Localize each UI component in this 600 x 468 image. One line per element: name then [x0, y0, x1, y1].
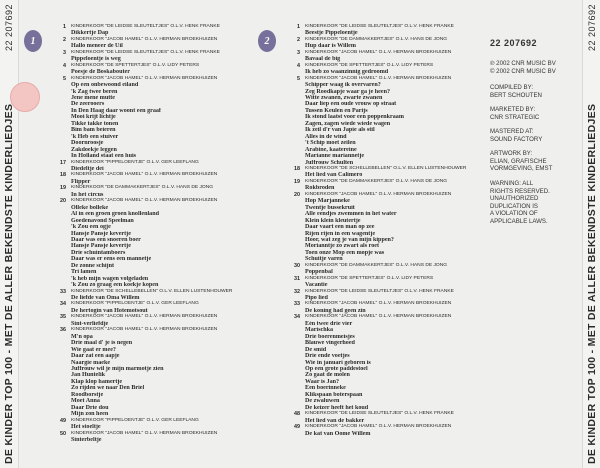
track-title: De zwaluwen: [305, 398, 340, 405]
track-body: [71, 160, 250, 173]
track-title: De kat van Oome Willem: [305, 430, 371, 437]
track-number: 5: [297, 75, 300, 82]
track-title: Twentje bussekruit: [305, 204, 355, 211]
track-number: 18: [294, 165, 300, 172]
track-body: [305, 179, 484, 192]
track-performer: KINDERKOOR "JACOB HAMEL" O.L.V. HERMAN BROEKHUIZEN: [305, 301, 452, 307]
disc-2-badge: [258, 30, 276, 52]
track-entry: [46, 24, 250, 37]
right-spine-text: [586, 4, 598, 464]
track-entry: [46, 314, 250, 327]
track-body: [305, 263, 484, 276]
track-performer: KINDERKOOR "DE DAMMAKKERTJES" O.L.V. HANS DE JONG: [71, 185, 214, 191]
track-performer: KINDERKOOR "PIPPELOENTJE" O.L.V. GER LEEFLANG: [71, 417, 199, 423]
track-body: [71, 431, 250, 444]
disc-2-label: 2: [264, 35, 270, 47]
track-title: Dikkertje Dap: [71, 30, 109, 37]
track-title: Alles in de wind: [305, 133, 347, 140]
track-number: 4: [297, 62, 300, 69]
track-body: [305, 276, 484, 289]
spine-catalog-right: 22 207692: [587, 4, 597, 52]
track-entry: [46, 327, 250, 417]
track-title: 'k heb mijn wagen volgeladen: [71, 275, 149, 282]
artwork-block: [490, 150, 578, 173]
track-body: [305, 424, 484, 437]
track-title: 't Schip moet zeilen: [305, 140, 356, 147]
marketed-block: [490, 106, 578, 121]
warning-line-1: WARNING: ALL: [490, 180, 534, 187]
track-entry: [46, 301, 250, 314]
track-entry: [46, 289, 250, 302]
track-title: Poesje de Boskabouter: [71, 69, 130, 76]
track-title: Doornroosje: [71, 140, 104, 147]
track-title: Klikspaan boterspaan: [305, 391, 363, 398]
track-body: [305, 314, 484, 411]
track-title: Naargie maeke: [71, 359, 111, 366]
compiled-value: BERT SCHOUTEN: [490, 91, 542, 99]
track-title: Zo gaat de molen: [305, 372, 350, 379]
track-title: Roodborstje: [71, 391, 104, 398]
copyright-block: [490, 60, 578, 75]
track-title: De hertogin van Hotemotsout: [71, 307, 148, 314]
track-performer: KINDERKOOR "JACOB HAMEL" O.L.V. HERMAN BROEKHUIZEN: [71, 314, 218, 320]
track-performer: KINDERKOOR "JACOB HAMEL" O.L.V. HERMAN BROEKHUIZEN: [71, 327, 218, 333]
track-title: Diedeltje dei: [71, 165, 104, 172]
marketed-label: MARKETED BY:: [490, 106, 536, 113]
track-performer: KINDERKOOR "DE SCHELLEBELLEN" O.L.V. ELLEN LUSTENHOUWER: [71, 288, 233, 294]
track-title: Rokbroden: [305, 185, 335, 192]
track-number: 5: [63, 75, 66, 82]
track-performer: KINDERKOOR "JACOB HAMEL" O.L.V. HERMAN BROEKHUIZEN: [305, 49, 452, 55]
track-title: Het lied van de bakker: [305, 417, 365, 424]
artwork-value-1: ELIAN, GRAFISCHE: [490, 157, 547, 165]
track-title: Mooi krijt lichtje: [71, 114, 116, 121]
track-performer: KINDERKOOR "JACOB HAMEL" O.L.V. HERMAN BROEKHUIZEN: [71, 198, 218, 204]
track-performer: KINDERKOOR "JACOB HAMEL" O.L.V. HERMAN BROEKHUIZEN: [71, 172, 218, 178]
track-title: Ik stond laatst voor een poppenkraam: [305, 114, 404, 121]
track-performer: KINDERKOOR "DE LEIDSE SLEUTELTJES" O.L.V. HENK FRANKE: [305, 411, 454, 417]
track-title: De zeerooers: [71, 101, 105, 108]
spine-title-right: DE KINDER TOP 100 - MET DE ALLER BEKENDSTE KINDERLIEDJES: [586, 103, 598, 464]
track-title: Schipper waag ik overvaren?: [305, 82, 381, 89]
track-body: [71, 24, 250, 37]
track-title: Wie in januari geboren is: [305, 359, 371, 366]
track-title: Pipo lied: [305, 295, 328, 302]
right-spine: [582, 0, 600, 468]
track-number: 34: [294, 314, 300, 321]
track-number: 33: [294, 301, 300, 308]
mastered-label: MASTERED AT:: [490, 128, 534, 135]
track-body: [71, 172, 250, 185]
track-number: 18: [60, 172, 66, 179]
track-body: [305, 76, 484, 166]
track-title: Marianne mariannetje: [305, 153, 365, 160]
track-performer: KINDERKOOR "DE LEIDSE SLEUTELTJES" O.L.V. HENK FRANKE: [305, 24, 454, 29]
track-entry: [280, 37, 484, 50]
track-entry: [280, 63, 484, 76]
warning-line-6: APPLICABLE LAWS.: [490, 217, 548, 225]
disc-2-column: [258, 0, 484, 468]
track-entry: [280, 276, 484, 289]
track-entry: [46, 63, 250, 76]
track-title: Daar liep een oude vrouw op straat: [305, 101, 397, 108]
track-title: Hallo meneer de Uil: [71, 43, 123, 50]
track-number: 50: [60, 430, 66, 437]
track-body: [305, 63, 484, 76]
track-title: Vacantie: [305, 282, 328, 289]
track-number: 2: [297, 36, 300, 43]
track-title: Toen onze Mop een mopje was: [305, 249, 385, 256]
track-entry: [280, 424, 484, 437]
track-title: Klein klein kleutertje: [305, 217, 361, 224]
track-number: 34: [60, 301, 66, 308]
track-entry: [280, 263, 484, 276]
track-body: [305, 411, 484, 424]
track-number: 49: [60, 417, 66, 424]
track-performer: KINDERKOOR "JACOB HAMEL" O.L.V. HERMAN BROEKHUIZEN: [71, 36, 218, 42]
track-title: M'n opa: [71, 333, 93, 340]
track-number: 4: [63, 62, 66, 69]
track-title: Alle eendjes zwemmen in het water: [305, 211, 397, 218]
track-title: Op een onbewoond eiland: [71, 82, 139, 89]
track-title: Drie ende voetjes: [305, 353, 350, 360]
track-title: Morianntje zo zwart als roet: [305, 243, 380, 250]
track-body: [305, 166, 484, 179]
track-title: 'k Zag twee beren: [71, 88, 118, 95]
track-title: Hoor, wat zeg je van mijn kippen?: [305, 236, 394, 243]
warning-line-3: UNAUTHORIZED: [490, 195, 539, 202]
track-body: [305, 301, 484, 314]
track-title: Daar was er eens een mannetje: [71, 256, 152, 263]
track-number: 17: [60, 159, 66, 166]
track-title: Blauwe vingerhoed: [305, 340, 355, 347]
track-title: Wie gaat er mee?: [71, 346, 116, 353]
track-body: [305, 50, 484, 63]
disc-1-column: [24, 0, 250, 468]
track-entry: [46, 198, 250, 288]
track-entry: [46, 160, 250, 173]
track-body: [305, 37, 484, 50]
track-number: 19: [294, 178, 300, 185]
track-title: Daar vaart een man op zee: [305, 224, 375, 231]
track-performer: KINDERKOOR "DE DAMMAKKERTJES" O.L.V. HANS DE JONG: [305, 178, 448, 184]
track-title: Bavaal de big: [305, 56, 341, 63]
track-performer: KINDERKOOR "JACOB HAMEL" O.L.V. HERMAN BROEKHUIZEN: [305, 75, 452, 81]
track-title: Zeg Roodkapje waar ga je heen?: [305, 88, 391, 95]
track-performer: KINDERKOOR "DE SPETTERTJES" O.L.V. LIDY PETERS: [305, 275, 434, 281]
compiled-block: [490, 84, 578, 99]
track-entry: [280, 50, 484, 63]
track-entry: [280, 301, 484, 314]
track-entry: [46, 418, 250, 431]
track-title: Hansje Pansje kevertje: [71, 243, 131, 250]
track-title: 'k Zou een ogje: [71, 224, 111, 231]
track-entry: [46, 76, 250, 160]
track-performer: KINDERKOOR "PIPPELOENTJE" O.L.V. GER LEEFLANG: [71, 159, 199, 165]
track-title: Witte zwanen, zwarte zwanen: [305, 94, 383, 101]
track-body: [305, 289, 484, 302]
track-entry: [280, 289, 484, 302]
track-title: Drie schuintamboers: [71, 249, 126, 256]
track-title: Klap klop hamertje: [71, 378, 123, 385]
credits-column: [490, 0, 580, 468]
artwork-value-2: VORMGEVING, EMST: [490, 165, 553, 172]
track-body: [71, 63, 250, 76]
track-body: [305, 24, 484, 37]
track-number: 1: [297, 24, 300, 30]
track-performer: KINDERKOOR "DE LEIDSE SLEUTELTJES" O.L.V. HENK FRANKE: [71, 24, 220, 29]
track-body: [71, 314, 250, 327]
track-entry: [280, 314, 484, 411]
track-body: [71, 289, 250, 302]
track-title: Pippeloentje is weg: [71, 56, 121, 63]
compiled-label: COMPILED BY:: [490, 84, 534, 91]
track-number: 19: [60, 185, 66, 192]
track-title: Arabine, kaatereine: [305, 146, 357, 153]
disc-1-tracklist: [46, 24, 250, 443]
track-title: Zakdoekje leggen: [71, 146, 117, 153]
warning-line-4: DUPLICATION IS: [490, 202, 538, 210]
track-number: 30: [294, 262, 300, 269]
warning-line-5: A VIOLATION OF: [490, 210, 538, 217]
track-title: Daar Drie dou: [71, 404, 109, 411]
track-title: In Den Haag daar woont een graaf: [71, 107, 161, 114]
track-title: Olleke bolleke: [71, 204, 109, 211]
disc-1-label: 1: [30, 35, 36, 47]
track-title: Rijen rijen in een wagentje: [305, 230, 376, 237]
track-body: [305, 192, 484, 263]
artwork-label: ARTWORK BY:: [490, 150, 533, 157]
track-title: Zo rijden we naar Den Briel: [71, 385, 145, 392]
track-title: Poppenbal: [305, 269, 333, 276]
track-title: Het stoeltje: [71, 424, 101, 431]
track-performer: KINDERKOOR "DE SCHELLEBELLEN" O.L.V. ELLEN LUSTENHOUWER: [305, 165, 467, 171]
track-title: Flipper: [71, 178, 91, 185]
track-title: Goedenavond Speelman: [71, 217, 134, 224]
track-body: [71, 327, 250, 417]
track-body: [71, 185, 250, 198]
track-entry: [46, 431, 250, 444]
track-title: De koning had geen zin: [305, 307, 366, 314]
track-body: [71, 50, 250, 63]
track-title: Marischka: [305, 327, 334, 334]
left-spine: [0, 0, 19, 468]
track-title: De liefde van Oma Willem: [71, 295, 140, 302]
track-performer: KINDERKOOR "DE DAMMAKKERTJES" O.L.V. HANS DE JONG: [305, 36, 448, 42]
track-entry: [280, 76, 484, 166]
track-title: De zonne schijnt: [71, 262, 114, 269]
track-title: Tussen Keulen en Parijs: [305, 107, 368, 114]
track-number: 35: [60, 314, 66, 321]
track-title: Sinterbeltje: [71, 437, 102, 443]
track-entry: [280, 166, 484, 179]
track-title: Mijn zon heen: [71, 411, 109, 418]
track-performer: KINDERKOOR "DE DAMMAKKERTJES" O.L.V. HANS DE JONG: [305, 262, 448, 268]
track-title: Bim bam beieren: [71, 127, 116, 134]
spine-title: DE KINDER TOP 100 - MET DE ALLER BEKENDSTE KINDERLIEDJES: [3, 103, 15, 464]
track-entry: [280, 411, 484, 424]
track-number: 48: [294, 411, 300, 418]
track-body: [71, 76, 250, 160]
track-title: In het circus: [71, 191, 104, 198]
spine-catalog: 22 207692: [4, 4, 14, 52]
copyright-notice: © 2002 CNR MUSIC BV: [490, 67, 556, 75]
track-number: 3: [297, 49, 300, 56]
track-title: Zagen, zagen wiede wiede wagen: [305, 120, 391, 127]
track-number: 32: [294, 288, 300, 295]
track-number: 20: [60, 198, 66, 205]
track-title: Ik heb zo waanzinnig gedroomd: [305, 69, 389, 76]
disc-2-tracklist: [280, 24, 484, 437]
track-number: 49: [294, 424, 300, 431]
track-entry: [280, 24, 484, 37]
track-title: Eén twee drie vier: [305, 320, 353, 327]
track-entry: [46, 185, 250, 198]
track-body: [71, 301, 250, 314]
track-title: In Holland staat een huis: [71, 153, 137, 160]
track-title: Drie boerenmeisjes: [305, 333, 355, 340]
phonographic-copyright: ℗ 2002 CNR MUSIC BV: [490, 60, 556, 67]
track-body: [71, 37, 250, 50]
track-title: Waar is Jan?: [305, 378, 340, 385]
track-title: Beestje Pippeloentje: [305, 30, 358, 37]
track-title: Tikke takke tonen: [71, 120, 119, 127]
left-spine-text: [3, 4, 15, 464]
track-entry: [46, 50, 250, 63]
track-title: Drie maal d' je is negen: [71, 340, 133, 347]
track-title: Hop Marjanneke: [305, 198, 350, 205]
warning-line-2: RIGHTS RESERVED.: [490, 187, 550, 195]
track-performer: KINDERKOOR "JACOB HAMEL" O.L.V. HERMAN BROEKHUIZEN: [71, 430, 218, 436]
track-title: 'k Zou zo graag een koekje kopen: [71, 282, 159, 289]
track-title: Daar was een snoeren boer: [71, 236, 141, 243]
marketed-value: CNR STRATEGIC: [490, 113, 540, 121]
track-title: 'k Heb een stuiver: [71, 133, 119, 140]
track-entry: [280, 192, 484, 263]
track-performer: KINDERKOOR "PIPPELOENTJE" O.L.V. GER LEEFLANG: [71, 301, 199, 307]
track-entry: [46, 37, 250, 50]
mastered-block: [490, 128, 578, 143]
track-performer: KINDERKOOR "JACOB HAMEL" O.L.V. HERMAN BROEKHUIZEN: [305, 191, 452, 197]
track-performer: KINDERKOOR "DE SPETTERTJES" O.L.V. LIDY PETERS: [71, 62, 200, 68]
track-number: 20: [294, 191, 300, 198]
track-performer: KINDERKOOR "DE LEIDSE SLEUTELTJES" O.L.V. HENK FRANKE: [71, 49, 220, 55]
catalog-number: 22 207692: [490, 38, 538, 48]
track-entry: [280, 179, 484, 192]
track-title: Hup daar is Willem: [305, 43, 356, 50]
track-title: Een boerinneke: [305, 385, 346, 392]
warning-block: [490, 180, 578, 225]
track-entry: [46, 172, 250, 185]
track-number: 3: [63, 49, 66, 56]
track-title: Moet Anna: [71, 398, 100, 405]
track-number: 33: [60, 288, 66, 295]
disc-1-badge: [24, 30, 42, 52]
track-number: 36: [60, 327, 66, 334]
price-sticker-icon: [10, 82, 40, 112]
track-title: Het lied van Calimero: [305, 172, 363, 179]
track-body: [71, 418, 250, 431]
track-title: Op een grote paddestoel: [305, 366, 368, 373]
track-title: De smid: [305, 346, 327, 353]
track-title: Al in een groen groen knollenland: [71, 211, 159, 218]
track-title: Hansje Pansje kevertje: [71, 230, 131, 237]
track-title: Jan Huntelik: [71, 372, 106, 379]
track-number: 1: [63, 24, 66, 30]
track-title: Schuitje varen: [305, 256, 343, 263]
track-number: 31: [294, 275, 300, 282]
track-performer: KINDERKOOR "DE LEIDSE SLEUTELTJES" O.L.V. HENK FRANKE: [305, 288, 454, 294]
track-number: 2: [63, 36, 66, 43]
track-title: Sint-verliefdje: [71, 320, 109, 327]
track-performer: KINDERKOOR "DE SPETTERTJES" O.L.V. LIDY PETERS: [305, 62, 434, 68]
track-body: [71, 198, 250, 288]
track-title: Juffrouw wil je mijn marmotje zien: [71, 366, 164, 373]
track-title: Tri lamen: [71, 269, 97, 276]
track-title: Jene mene mutte: [71, 94, 115, 101]
track-performer: KINDERKOOR "JACOB HAMEL" O.L.V. HERMAN BROEKHUIZEN: [305, 314, 452, 320]
track-title: Daar zat een aapje: [71, 353, 120, 360]
track-title: De keizer heeft het koud: [305, 404, 369, 411]
track-title: Ik zeil d'r van Japie als stil: [305, 127, 375, 134]
track-title: Juffrouw Schulten: [305, 159, 354, 166]
mastered-value: SOUND FACTORY: [490, 135, 543, 143]
track-performer: KINDERKOOR "JACOB HAMEL" O.L.V. HERMAN BROEKHUIZEN: [71, 75, 218, 81]
track-performer: KINDERKOOR "JACOB HAMEL" O.L.V. HERMAN BROEKHUIZEN: [305, 424, 452, 430]
